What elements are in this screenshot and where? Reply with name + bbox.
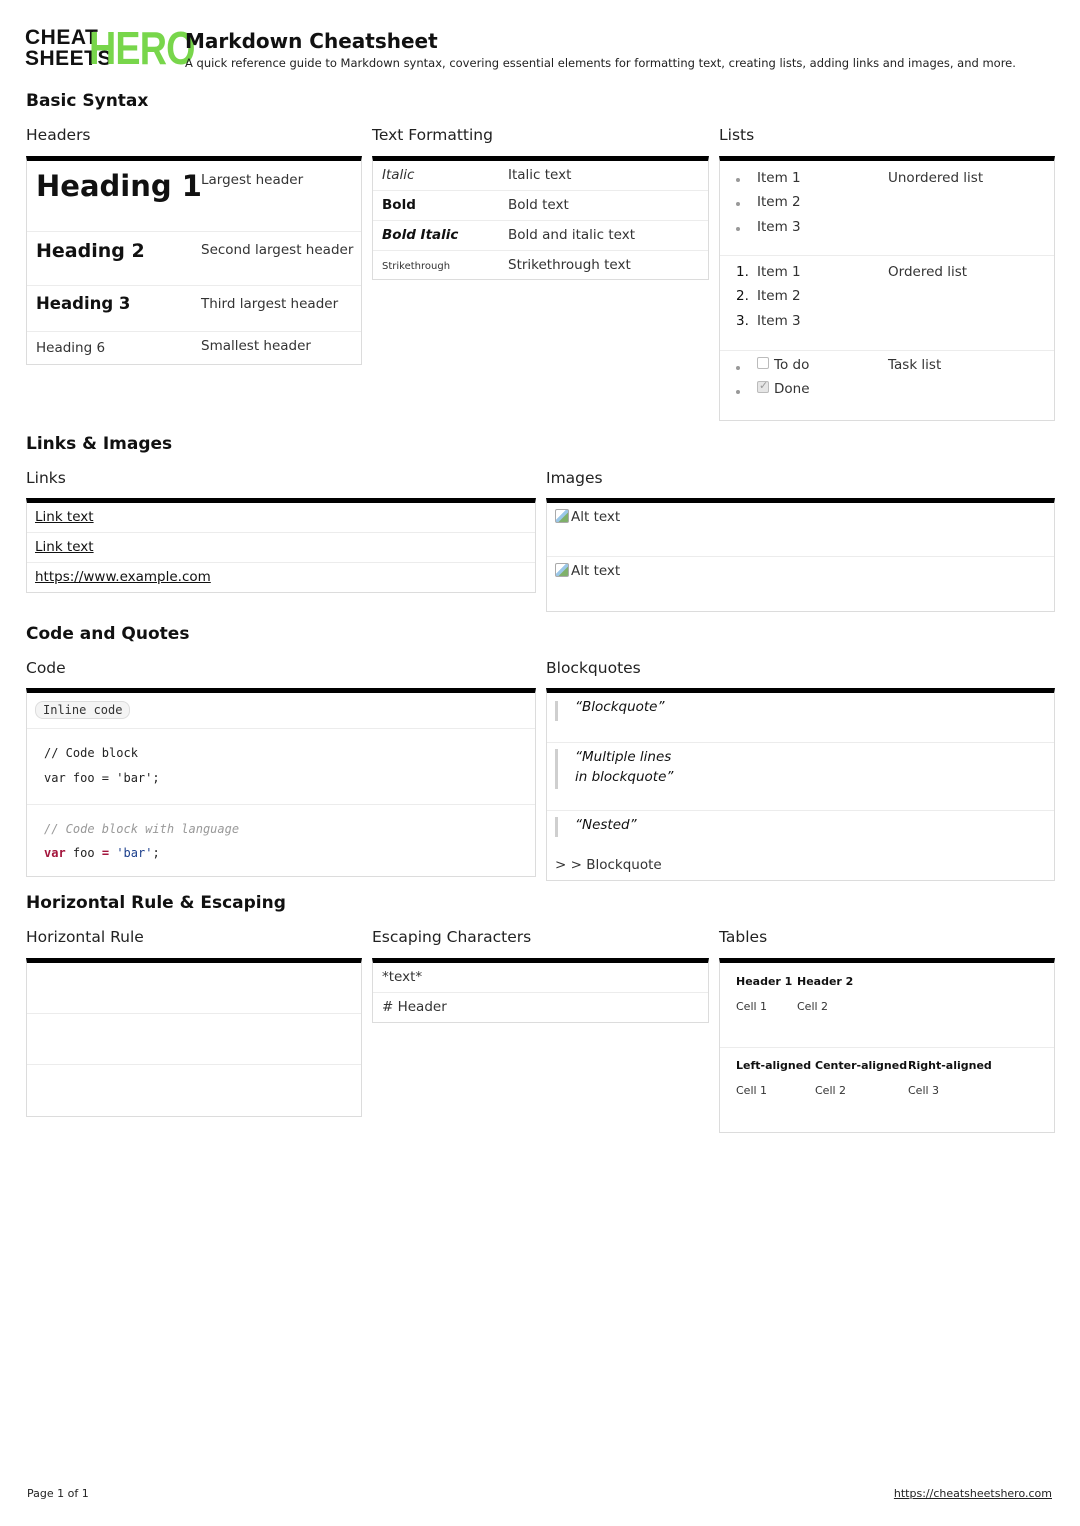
- heading6-example: Heading 6: [36, 340, 106, 356]
- code-lang-comment: // Code block with language: [44, 822, 240, 836]
- bullet: [736, 390, 740, 394]
- bullet: [736, 178, 740, 182]
- table2-cell: Cell 1: [736, 1084, 768, 1097]
- section-basic-syntax: Basic Syntax: [26, 91, 149, 111]
- table-row: [373, 963, 708, 993]
- headers-title: Headers: [26, 126, 91, 144]
- section-hr-escaping: Horizontal Rule & Escaping: [26, 893, 286, 913]
- ordered-list-desc: Ordered list: [888, 264, 968, 280]
- quote-bar: [555, 701, 558, 721]
- heading3-desc: Third largest header: [201, 296, 339, 312]
- blockquotes-card: [546, 688, 1055, 881]
- table-row: [373, 993, 708, 1022]
- broken-image: [555, 563, 620, 579]
- code-keyword: var: [44, 846, 66, 860]
- ordered-list-row: [720, 256, 1054, 351]
- page-title: Markdown Cheatsheet: [185, 29, 438, 53]
- table-row: [373, 161, 708, 191]
- code-block-line: var foo = 'bar';: [44, 771, 160, 785]
- unordered-list-desc: Unordered list: [888, 170, 984, 186]
- table-row: [547, 693, 1054, 743]
- code-operator: =: [101, 846, 110, 860]
- footer-link[interactable]: https://cheatsheetshero.com: [893, 1487, 1052, 1500]
- quote-bar: [555, 749, 558, 789]
- bold-italic-desc: Bold and italic text: [508, 227, 635, 243]
- blockquote-line1: “Multiple lines: [575, 749, 672, 765]
- bullet: [736, 227, 740, 231]
- bold-desc: Bold text: [508, 197, 569, 213]
- quote-bar: [555, 817, 558, 837]
- images-title: Images: [546, 469, 603, 487]
- table-row: [547, 811, 1054, 879]
- table-row: [547, 557, 1054, 611]
- hr-example-row: [27, 963, 361, 1014]
- list-item: Item 2: [757, 288, 801, 304]
- blockquotes-title: Blockquotes: [546, 659, 641, 677]
- bold-example: Bold: [382, 197, 416, 213]
- table-row: [720, 963, 1054, 1048]
- inline-code: Inline code: [35, 701, 130, 719]
- hr-example-row: [27, 1065, 361, 1115]
- table2-cell: Cell 3: [908, 1084, 940, 1097]
- table-row: [27, 503, 535, 533]
- tables-card: [719, 958, 1055, 1133]
- heading2-desc: Second largest header: [201, 242, 354, 258]
- list-item: To do: [774, 357, 810, 373]
- hr-card: [26, 958, 362, 1117]
- table1-cell: Cell 1: [736, 1000, 768, 1013]
- table-row: [27, 286, 361, 332]
- ordered-marker: 2.: [736, 288, 749, 304]
- table-row: [373, 221, 708, 251]
- link-example[interactable]: Link text: [35, 509, 94, 525]
- table-row: [373, 251, 708, 280]
- image-icon: [555, 509, 569, 523]
- lists-title: Lists: [719, 126, 755, 144]
- table2-header: Left-aligned: [736, 1059, 812, 1072]
- hr-example-row: [27, 1014, 361, 1065]
- italic-desc: Italic text: [508, 167, 572, 183]
- text-formatting-title: Text Formatting: [372, 126, 493, 144]
- code-semicolon: ;: [152, 846, 160, 860]
- headers-card: [26, 156, 362, 365]
- links-card: [26, 498, 536, 593]
- lists-card: [719, 156, 1055, 421]
- hr-title: Horizontal Rule: [26, 928, 144, 946]
- table2-header: Right-aligned: [908, 1059, 992, 1072]
- section-code-quotes: Code and Quotes: [26, 624, 190, 644]
- list-item: Done: [774, 381, 810, 397]
- table-row: [27, 161, 361, 232]
- escaped-hash: # Header: [382, 999, 447, 1015]
- image-alt-text: Alt text: [571, 509, 621, 525]
- images-card: [546, 498, 1055, 612]
- logo-hero: HERO: [89, 22, 195, 74]
- task-list-desc: Task list: [888, 357, 942, 373]
- image-icon: [555, 563, 569, 577]
- table-row: [373, 191, 708, 221]
- link-example[interactable]: Link text: [35, 539, 94, 555]
- blockquote-line2: in blockquote”: [575, 769, 674, 785]
- heading3-example: Heading 3: [36, 294, 131, 313]
- links-title: Links: [26, 469, 66, 487]
- list-item: Item 1: [757, 170, 801, 186]
- table-row: [27, 232, 361, 286]
- list-item: Item 2: [757, 194, 801, 210]
- table-row: [27, 533, 535, 563]
- code-string: 'bar': [116, 846, 153, 860]
- escaping-card: [372, 958, 709, 1023]
- checkbox-unchecked[interactable]: [757, 357, 769, 369]
- list-item: Item 3: [757, 313, 801, 329]
- table-row: [547, 503, 1054, 557]
- bold-italic-example: Bold Italic: [382, 227, 459, 243]
- table-row: [27, 563, 535, 592]
- code-block-comment: // Code block: [44, 746, 138, 760]
- url-link[interactable]: https://www.example.com: [35, 569, 211, 585]
- page-number: Page 1 of 1: [27, 1487, 89, 1500]
- unordered-list-row: [720, 161, 1054, 256]
- table-row: [27, 332, 361, 364]
- escaping-title: Escaping Characters: [372, 928, 532, 946]
- code-title: Code: [26, 659, 66, 677]
- code-identifier: foo: [72, 846, 95, 860]
- heading6-desc: Smallest header: [201, 338, 311, 354]
- logo-cheat: CHEAT: [25, 26, 99, 49]
- table1-cell: Cell 2: [797, 1000, 829, 1013]
- checkbox-checked[interactable]: [757, 381, 769, 393]
- table2-header: Center-aligned: [815, 1059, 908, 1072]
- text-formatting-card: [372, 156, 709, 280]
- bullet: [736, 366, 740, 370]
- tables-title: Tables: [719, 928, 768, 946]
- table-row: [720, 1048, 1054, 1132]
- brand-logo: [25, 22, 195, 74]
- image-alt-text: Alt text: [571, 563, 621, 579]
- table-row: [27, 805, 535, 877]
- ordered-marker: 3.: [736, 313, 749, 329]
- code-lang-line: [44, 846, 160, 860]
- table1-header: Header 1: [736, 975, 793, 988]
- table-row: [27, 693, 535, 729]
- blockquote-text: “Blockquote”: [575, 699, 665, 715]
- logo-sheets: SHEETS: [25, 47, 113, 70]
- heading1-desc: Largest header: [201, 172, 304, 188]
- section-links-images: Links & Images: [26, 434, 173, 454]
- heading2-example: Heading 2: [36, 240, 145, 262]
- escaped-asterisks: *text*: [382, 969, 423, 985]
- bullet: [736, 202, 740, 206]
- table-row: [27, 729, 535, 805]
- nested-quote-text: “Nested”: [575, 817, 637, 833]
- broken-image: [555, 509, 620, 525]
- heading1-example: Heading 1: [36, 169, 202, 203]
- list-item: Item 3: [757, 219, 801, 235]
- nested-quote-source: > > Blockquote: [555, 857, 662, 873]
- code-card: [26, 688, 536, 877]
- table2-cell: Cell 2: [815, 1084, 847, 1097]
- list-item: Item 1: [757, 264, 801, 280]
- strikethrough-desc: Strikethrough text: [508, 257, 631, 273]
- page-subtitle: A quick reference guide to Markdown syntax, covering essential elements for formatting text, creating lists, adding links and images, and more.: [185, 56, 1016, 70]
- table1-header: Header 2: [797, 975, 854, 988]
- table-row: [547, 743, 1054, 811]
- strikethrough-example: Strikethrough: [382, 261, 451, 272]
- task-list-row: [720, 351, 1054, 419]
- ordered-marker: 1.: [736, 264, 749, 280]
- italic-example: Italic: [382, 167, 415, 183]
